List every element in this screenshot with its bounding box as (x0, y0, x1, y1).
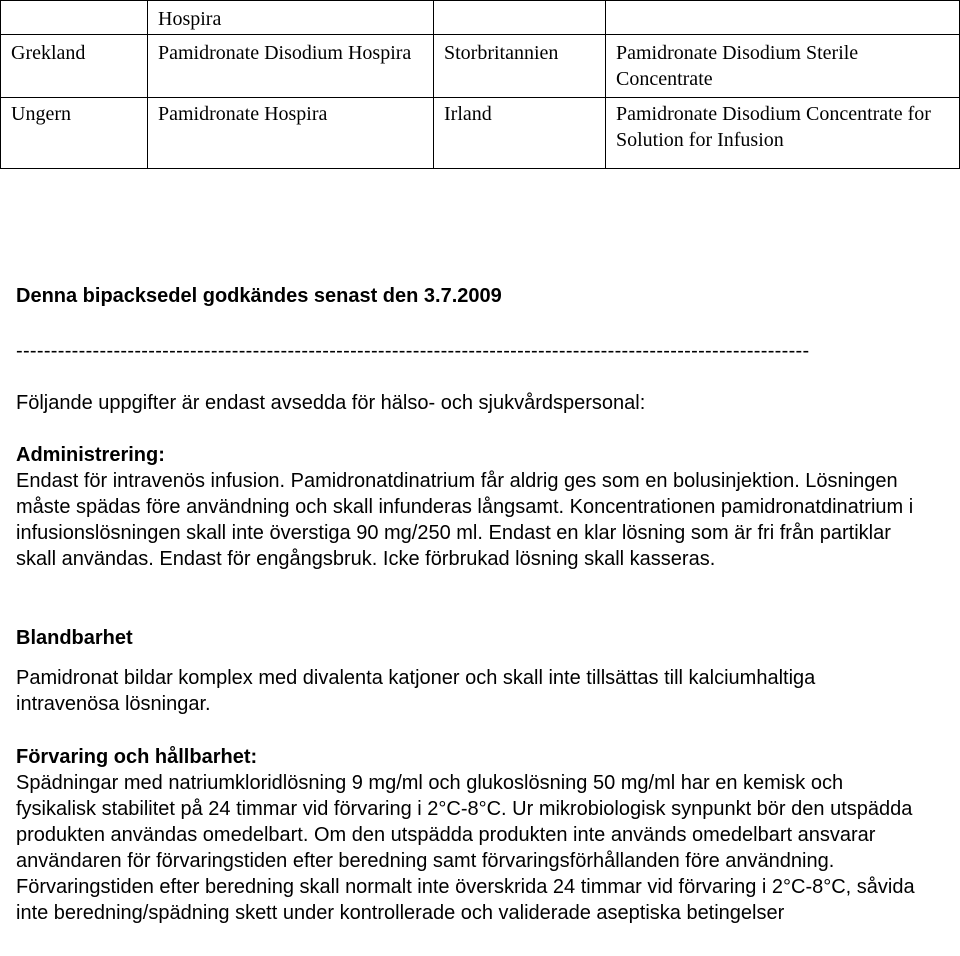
blandbarhet-heading: Blandbarhet (16, 627, 133, 649)
professional-info-intro (16, 390, 916, 416)
approval-date-line: Denna bipacksedel godkändes senast den 3.7.2009 (16, 285, 502, 307)
table-row (1, 98, 960, 169)
country-cell (1, 1, 148, 35)
product-name-cell (606, 1, 960, 35)
administrering-body: Endast för intravenös infusion. Pamidronatdinatrium får aldrig ges som en bolusinjektion. Lösningen måste spädas före användning och skall infunderas långsamt. Koncentrationen pamidronatdinatrium i infusionslösningen skall inte överstiga 90 mg/250 ml. Endast en klar lösning som är fri från partiklar skall användas. Endast för engångsbruk. Icke förbrukad lösning skall kasseras. (16, 470, 914, 570)
administrering-section (16, 442, 916, 572)
country-product-table (0, 0, 960, 169)
blandbarhet-section (16, 625, 916, 717)
forvaring-section (16, 744, 916, 926)
product-name-cell: Pamidronate Disodium Sterile Concentrate (606, 35, 960, 98)
product-name-cell: Pamidronate Hospira (148, 98, 434, 169)
product-name-cell: Pamidronate Disodium Hospira (148, 35, 434, 98)
forvaring-body: Spädningar med natriumkloridlösning 9 mg/ml och glukoslösning 50 mg/ml har en kemisk och fysikalisk stabilitet på 24 timmar vid förvaring i 2°C-8°C. Ur mikrobiologisk synpunkt bör den utspädda produkten användas omedelbart. Om den utspädda produkten inte används omedelbart ansvarar användaren för förvaringstiden efter beredning samt förvaringsförhållanden före användning. Förvaringstiden efter beredning skall normalt inte överskrida 24 timmar vid förvaring i 2°C-8°C, såvida inte beredning/spädning skett under kontrollerade och validerade aseptiska betingelser (16, 772, 915, 924)
section-separator: ------------------------------------------------------------------------------------------------------------------ (16, 340, 810, 362)
country-cell (434, 1, 606, 35)
country-cell: Irland (434, 98, 606, 169)
forvaring-heading: Förvaring och hållbarhet: (16, 746, 258, 768)
country-cell: Grekland (1, 35, 148, 98)
table-row (1, 35, 960, 98)
intro-text: Följande uppgifter är endast avsedda för hälso- och sjukvårdspersonal: (16, 392, 646, 414)
administrering-heading: Administrering: (16, 444, 165, 466)
country-cell: Ungern (1, 98, 148, 169)
product-name-cell: Pamidronate Disodium Concentrate for Solution for Infusion (606, 98, 960, 169)
country-cell: Storbritannien (434, 35, 606, 98)
blandbarhet-body: Pamidronat bildar komplex med divalenta katjoner och skall inte tillsättas till kalciumhaltiga intravenösa lösningar. (16, 667, 816, 715)
product-name-cell: Hospira (148, 1, 434, 35)
table-row (1, 1, 960, 35)
